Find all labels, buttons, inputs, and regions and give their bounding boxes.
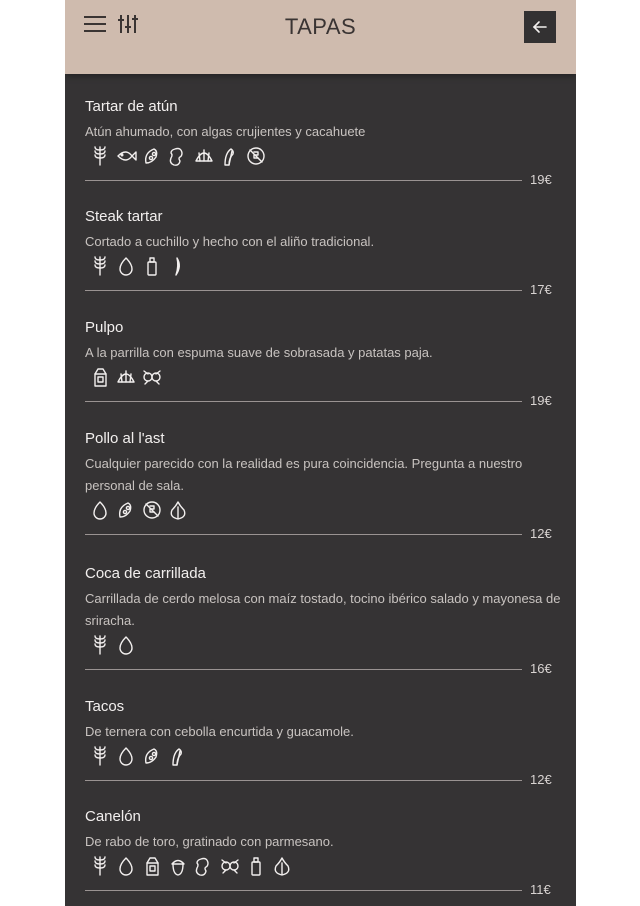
item-price: 12€ xyxy=(530,526,552,541)
arrow-left-icon xyxy=(532,19,548,35)
celery-icon xyxy=(219,145,241,167)
allergen-icons xyxy=(89,145,271,167)
allergen-icons xyxy=(89,499,193,521)
item-description: De ternera con cebolla encurtida y guacamole. xyxy=(85,724,354,739)
egg-icon xyxy=(115,255,137,277)
fish-icon xyxy=(115,145,137,167)
peanut-icon xyxy=(167,145,189,167)
allergen-icons xyxy=(89,366,167,388)
gluten-icon xyxy=(89,145,111,167)
item-description: De rabo de toro, gratinado con parmesano. xyxy=(85,834,334,849)
divider xyxy=(85,180,522,181)
soy-icon xyxy=(115,499,137,521)
item-name: Pollo al l'ast xyxy=(85,430,165,447)
allergen-icons xyxy=(89,855,297,877)
menu-screen xyxy=(65,0,576,906)
item-name: Pulpo xyxy=(85,319,124,336)
soy-icon xyxy=(141,745,163,767)
molluscs-icon xyxy=(193,145,215,167)
item-description: A la parrilla con espuma suave de sobrasada y patatas paja. xyxy=(85,345,433,360)
page-title: TAPAS xyxy=(284,14,357,39)
egg-icon xyxy=(89,499,111,521)
item-description: Cualquier parecido con la realidad es pura coincidencia. Pregunta a nuestro personal de sala. xyxy=(85,456,523,493)
item-name: Tacos xyxy=(85,698,125,715)
dairy-carton-icon xyxy=(89,366,111,388)
divider xyxy=(85,401,522,402)
sulphites-icon xyxy=(245,145,267,167)
divider xyxy=(85,780,522,781)
garlic-icon xyxy=(271,855,293,877)
peanut-icon xyxy=(193,855,215,877)
item-name: Canelón xyxy=(85,808,141,825)
allergen-icons xyxy=(89,255,193,277)
item-description: Carrillada de cerdo melosa con maíz tostado, tocino ibérico salado y mayonesa de sriracha. xyxy=(85,591,561,628)
milk-icon xyxy=(245,855,267,877)
garlic-icon xyxy=(167,499,189,521)
header-bar xyxy=(65,0,576,74)
soy-icon xyxy=(141,145,163,167)
divider xyxy=(85,669,522,670)
crustaceans-icon xyxy=(219,855,241,877)
molluscs-icon xyxy=(115,366,137,388)
egg-icon xyxy=(115,745,137,767)
item-price: 12€ xyxy=(530,772,552,787)
item-description: Cortado a cuchillo y hecho con el aliño tradicional. xyxy=(85,234,375,249)
item-price: 19€ xyxy=(530,393,552,408)
item-price: 17€ xyxy=(530,282,552,297)
item-price: 16€ xyxy=(530,661,552,676)
sulphites-icon xyxy=(141,499,163,521)
gluten-icon xyxy=(89,634,111,656)
nuts-icon xyxy=(167,855,189,877)
item-description: Atún ahumado, con algas crujientes y cacahuete xyxy=(85,124,366,139)
item-name: Coca de carrillada xyxy=(85,565,206,582)
dairy-carton-icon xyxy=(141,855,163,877)
gluten-icon xyxy=(89,255,111,277)
item-price: 19€ xyxy=(530,172,552,187)
item-name: Tartar de atún xyxy=(85,98,178,115)
egg-icon xyxy=(115,634,137,656)
allergen-icons xyxy=(89,634,141,656)
mustard-icon xyxy=(167,255,189,277)
crustaceans-icon xyxy=(141,366,163,388)
milk-icon xyxy=(141,255,163,277)
divider xyxy=(85,534,522,535)
divider xyxy=(85,890,522,891)
gluten-icon xyxy=(89,745,111,767)
celery-icon xyxy=(167,745,189,767)
egg-icon xyxy=(115,855,137,877)
divider xyxy=(85,290,522,291)
allergen-icons xyxy=(89,745,193,767)
item-price: 11€ xyxy=(530,882,551,897)
item-name: Steak tartar xyxy=(85,208,163,225)
back-button[interactable] xyxy=(524,11,556,43)
gluten-icon xyxy=(89,855,111,877)
